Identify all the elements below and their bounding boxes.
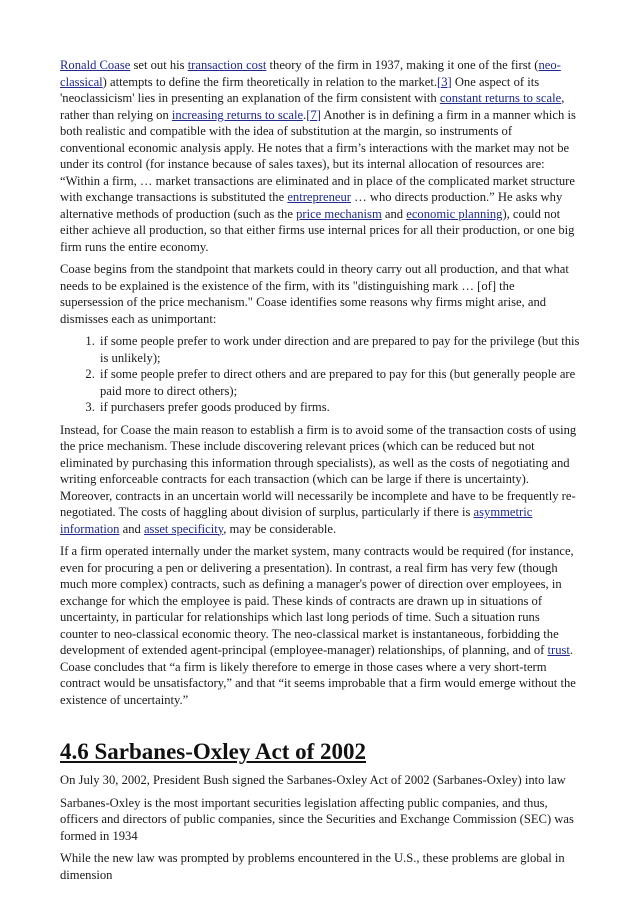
paragraph-coase-theory: Ronald Coase set out his transaction cost theory of the firm in 1937, making it one of the first (neo-classical) attempts to define the firm theoretically in relation to the market.[3] One aspect of its 'neoclassicism' lies in presenting an explanation of the firm consistent with constant returns to scale, rather than relying on increasing returns to scale.[7] Another is in defining a firm in a manner which is both realistic and compatible with the idea of substitution at the margin, so instruments of conventional economic analysis apply. He notes that a firm’s interactions with the market may not be under its control (for instance because of sales taxes), but its internal allocation of resources are: “Within a firm, … market transactions are eliminated and in place of the complicated market structure with exchange transactions is substituted the entrepreneur … who directs production.” He asks why alternative methods of production (such as the price mechanism and economic planning), could not either achieve all production, so that either firms use internal prices for all their production, or one big firm runs the entire economy. bbox=[60, 58, 576, 254]
reasons-list bbox=[60, 333, 580, 416]
paragraph-signing: On July 30, 2002, President Bush signed the Sarbanes-Oxley Act of 2002 (Sarbanes-Oxley) into law bbox=[60, 773, 566, 787]
list-item: 3. if purchasers prefer goods produced by firms. bbox=[98, 399, 580, 416]
paragraph-transaction-costs: Instead, for Coase the main reason to establish a firm is to avoid some of the transaction costs of using the price mechanism. These include discovering relevant prices (which can be reduced but not eliminated by purchasing this information through specialists), as well as the costs of negotiating and writing enforceable contracts for each transaction (which can be large if there is uncertainty). Moreover, contracts in an uncertain world will necessarily be incomplete and have to be frequently re-negotiated. The costs of haggling about division of surplus, particularly if there is asymmetric information and asset specificity, may be considerable. bbox=[60, 422, 577, 536]
link-asset-specificity[interactable]: asset specificity bbox=[143, 521, 224, 536]
document-page bbox=[60, 57, 580, 889]
link-economic-planning[interactable]: economic planning bbox=[406, 206, 503, 221]
paragraph-contracts: If a firm operated internally under the market system, many contracts would be required (for instance, even for procuring a pen or delivering a presentation). In contrast, a real firm has very few (though much more complex) contracts, such as defining a manager's power of direction over employees, in exchange for which the employee is paid. These kinds of contracts are drawn up in situations of uncertainty, in particular for relationships which last long periods of time. Such a situation runs counter to neo-classical economic theory. The neo-classical market is instantaneous, forbidding the development of extended agent-principal (employee-manager) relationships, of planning, and of trust. Coase concludes that “a firm is likely therefore to emerge in those cases where a very short-term contract would be unsatisfactory,” and that “it seems improbable that a firm would emerge without the existence of uncertainty.” bbox=[60, 544, 576, 707]
paragraph-global: While the new law was prompted by problems encountered in the U.S., these problems are global in dimension bbox=[60, 851, 565, 882]
link-ronald-coase[interactable]: Ronald Coase bbox=[60, 58, 131, 72]
link-neo-classical[interactable]: neo-classical bbox=[60, 58, 561, 89]
link-price-mechanism[interactable]: price mechanism bbox=[296, 206, 382, 221]
paragraph-legislation: Sarbanes-Oxley is the most important securities legislation affecting public companies, and thus, officers and directors of public companies, since the Securities and Exchange Commission (SEC) was formed in 1934 bbox=[60, 795, 574, 843]
link-trust[interactable]: trust bbox=[547, 643, 570, 657]
list-item: 2. if some people prefer to direct others and are prepared to pay for this (but generally people are paid more to direct others); bbox=[98, 366, 580, 399]
link-constant-returns-to-scale[interactable]: constant returns to scale bbox=[439, 91, 562, 105]
citation-3-link[interactable]: [3] bbox=[437, 74, 452, 89]
link-asymmetric-information[interactable]: asymmetric information bbox=[60, 505, 533, 536]
link-entrepreneur[interactable]: entrepreneur bbox=[287, 190, 351, 204]
list-item: 1. if some people prefer to work under direction and are prepared to pay for the privilege (but this is unlikely); bbox=[98, 333, 580, 366]
link-increasing-returns-to-scale[interactable]: increasing returns to scale bbox=[171, 107, 304, 122]
link-transaction-cost[interactable]: transaction cost bbox=[187, 58, 267, 72]
paragraph-coase-standpoint: Coase begins from the standpoint that markets could in theory carry out all production, and that what needs to be explained is the existence of the firm, with its "distinguishing mark … [of] the supersession of the price mechanism." Coase identifies some reasons why firms might arise, and dismisses each as unimportant: bbox=[60, 262, 569, 326]
section-heading: 4.6 Sarbanes-Oxley Act of 2002 bbox=[60, 739, 367, 764]
citation-7-link[interactable]: [7] bbox=[306, 107, 321, 122]
